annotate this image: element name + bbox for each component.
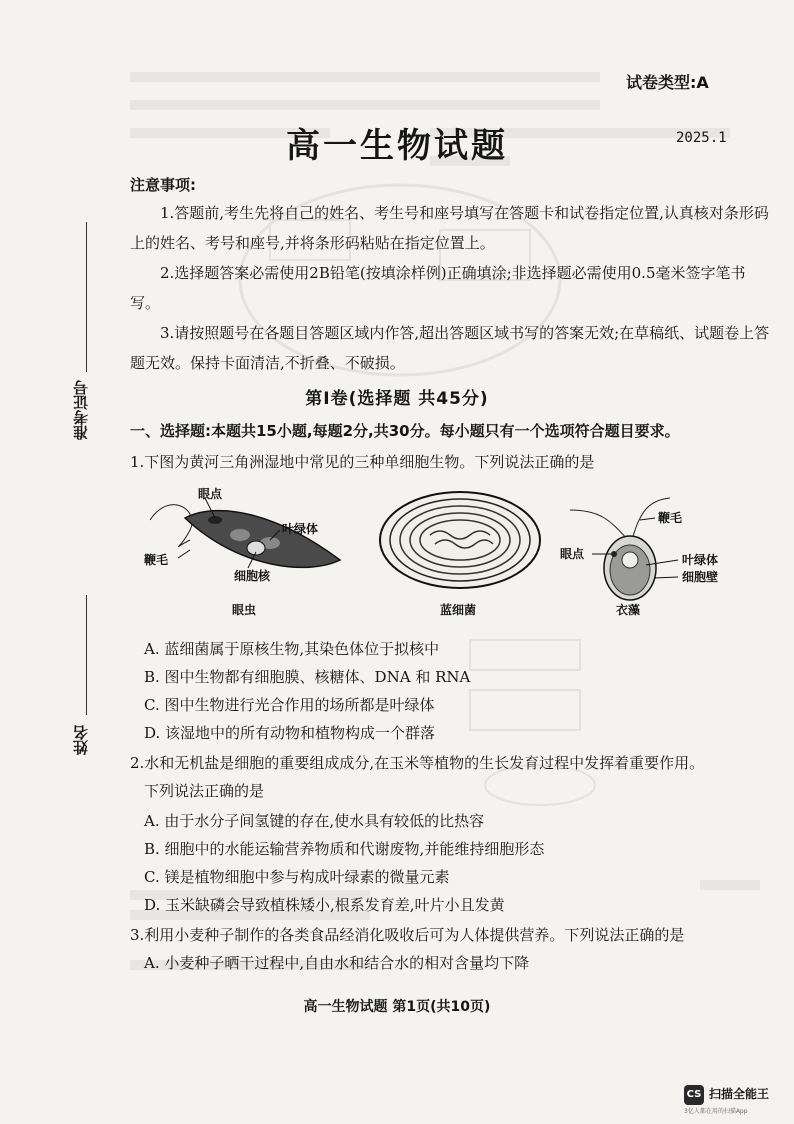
scanner-app-name: 扫描全能王: [709, 1087, 770, 1101]
question-3-option-a: A. 小麦种子晒干过程中,自由水和结合水的相对含量均下降: [144, 954, 530, 972]
name-label: 姓名: [72, 725, 90, 755]
euglena-flagellum-pointer: [178, 550, 190, 558]
chlamydomonas-figure: [560, 498, 718, 617]
question-2-option-c: C. 镁是植物细胞中参与构成叶绿素的微量元素: [144, 868, 450, 886]
exam-id-line: [86, 222, 87, 372]
notice-item-3-text: 3.请按照题号在各题目答题区域内作答,超出答题区域书写的答案无效;在草稿纸、试题卷上答题无效。保持卡面清洁,不折叠、不破损。: [130, 324, 770, 372]
notice-item-1: [130, 198, 770, 258]
euglena-name: 眼虫: [232, 603, 257, 617]
question-2-option-b: B. 细胞中的水能运输营养物质和代谢废物,并能维持细胞形态: [144, 840, 545, 858]
euglena-chloroplast: [230, 529, 250, 541]
question-2-stem-cont: 下列说法正确的是: [144, 782, 265, 800]
euglena-flagellum: [150, 505, 192, 547]
scanner-tagline: 3亿人都在用的扫描App: [684, 1108, 748, 1115]
chlamydomonas-flagellum-pointer: [640, 518, 655, 520]
chlamydomonas-label-chloroplast: 叶绿体: [682, 553, 719, 567]
exam-date: 2025.1: [676, 130, 727, 146]
name-line: [86, 595, 87, 715]
chlamydomonas-flagellum-left: [570, 510, 628, 540]
scanner-logo-icon: CS: [684, 1085, 704, 1105]
question-1-option-b: B. 图中生物都有细胞膜、核糖体、DNA 和 RNA: [144, 668, 471, 686]
paper-type: 试卷类型:A: [626, 73, 709, 92]
question-2-stem: 2.水和无机盐是细胞的重要组成成分,在玉米等植物的生长发育过程中发挥着重要作用。: [130, 754, 705, 772]
question-1-option-d: D. 该湿地中的所有动物和植物构成一个群落: [144, 724, 436, 742]
chlamydomonas-label-flagellum: 鞭毛: [658, 511, 683, 525]
chlamydomonas-name: 衣藻: [616, 603, 641, 617]
exam-id-label: 准考证号: [72, 380, 90, 440]
question-2-option-d: D. 玉米缺磷会导致植株矮小,根系发育差,叶片小且发黄: [144, 896, 505, 914]
euglena-label-chloroplast: 叶绿体: [282, 522, 319, 536]
question-1-option-c: C. 图中生物进行光合作用的场所都是叶绿体: [144, 696, 435, 714]
page-footer: 高一生物试题 第1页(共10页): [303, 999, 491, 1015]
euglena-figure: [144, 486, 340, 617]
question-1-figure: [130, 480, 730, 625]
scanner-watermark: [684, 1082, 784, 1116]
euglena-label-nucleus: 细胞核: [234, 569, 271, 583]
chlamydomonas-label-eyespot: 眼点: [560, 547, 585, 561]
section-instruction: 一、选择题:本题共15小题,每题2分,共30分。每小题只有一个选项符合题目要求。: [130, 422, 680, 440]
chlamydomonas-wall-pointer: [654, 577, 678, 578]
question-1-stem: 1.下图为黄河三角洲湿地中常见的三种单细胞生物。下列说法正确的是: [130, 453, 595, 471]
section-title: 第Ⅰ卷(选择题 共45分): [305, 389, 489, 409]
page-title: 高一生物试题: [286, 126, 508, 166]
notice-item-2: [130, 258, 770, 318]
cyanobacteria-name: 蓝细菌: [440, 603, 477, 617]
euglena-label-eyespot: 眼点: [198, 487, 223, 501]
question-2-option-a: A. 由于水分子间氢键的存在,使水具有较低的比热容: [144, 812, 485, 830]
question-1-option-a: A. 蓝细菌属于原核生物,其染色体位于拟核中: [144, 640, 440, 658]
notice-item-3: [130, 318, 770, 378]
notice-heading: 注意事项:: [130, 176, 196, 194]
question-3-stem: 3.利用小麦种子制作的各类食品经消化吸收后可为人体提供营养。下列说法正确的是: [130, 926, 685, 944]
chlamydomonas-eyespot: [611, 551, 617, 557]
chlamydomonas-label-cell-wall: 细胞壁: [682, 570, 719, 584]
cyanobacteria-figure: [380, 492, 540, 617]
chlamydomonas-nucleus: [622, 552, 638, 568]
notice-item-1-text: 1.答题前,考生先将自己的姓名、考生号和座号填写在答题卡和试卷指定位置,认真核对条形码上的姓名、考号和座号,并将条形码粘贴在指定位置上。: [130, 204, 769, 252]
euglena-label-flagellum: 鞭毛: [144, 553, 169, 567]
notice-item-2-text: 2.选择题答案必需使用2B铅笔(按填涂样例)正确填涂;非选择题必需使用0.5毫米签字笔书写。: [130, 264, 746, 312]
